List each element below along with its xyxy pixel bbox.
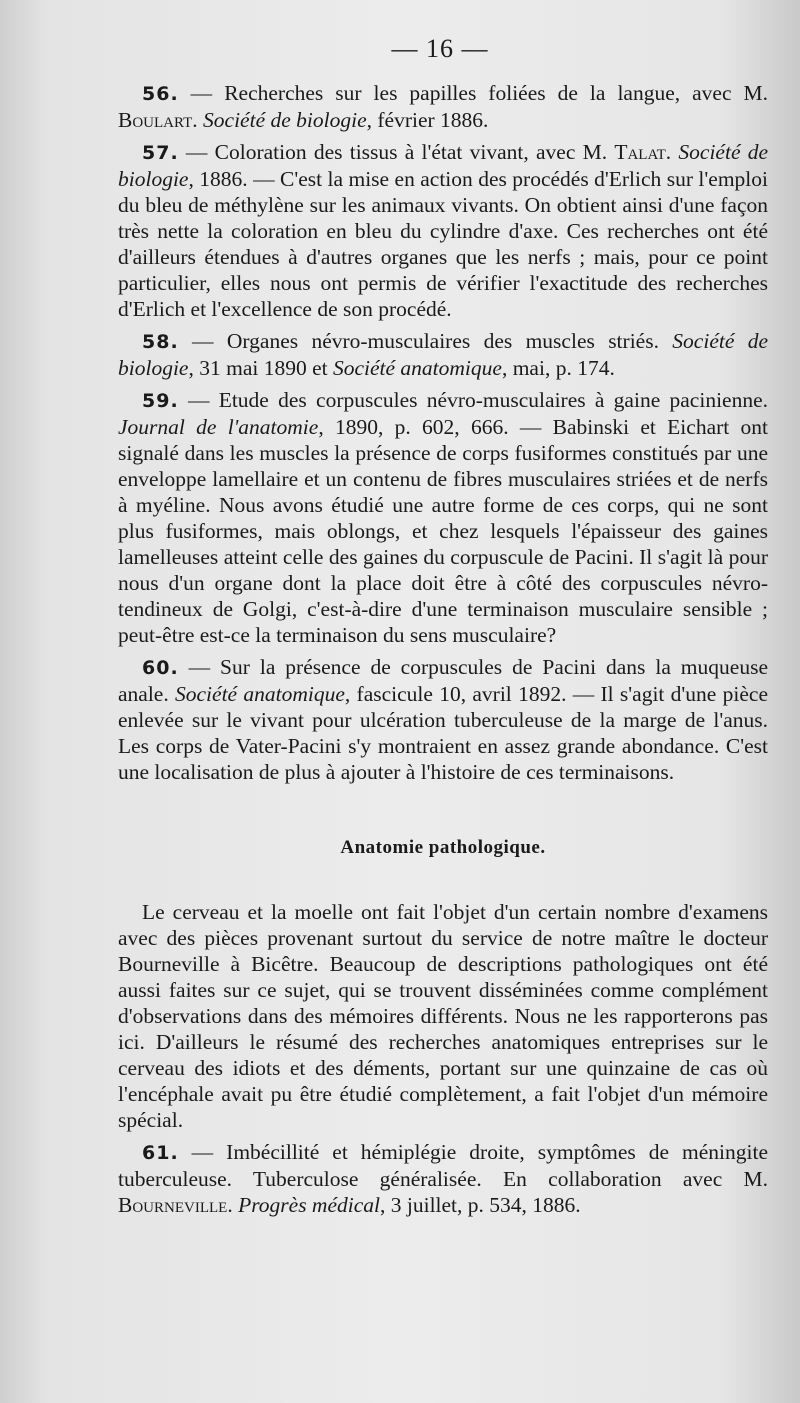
text-block bbox=[118, 80, 768, 1224]
entry-59 bbox=[118, 387, 768, 648]
entry-number: 57. bbox=[142, 142, 179, 164]
entry-dash: — bbox=[178, 1140, 227, 1164]
entry-number: 56. bbox=[142, 83, 179, 105]
entry-61 bbox=[118, 1139, 768, 1218]
entry-text: , 31 mai 1890 et bbox=[188, 356, 333, 380]
entry-56 bbox=[118, 80, 768, 133]
author-name: Talat bbox=[614, 140, 666, 164]
journal-title: Société de biologie bbox=[118, 140, 769, 191]
journal-title: Société de biologie bbox=[118, 329, 769, 380]
entry-text: . bbox=[227, 1193, 239, 1217]
entry-number: 59. bbox=[142, 390, 179, 412]
journal-title: Journal de l'anatomie bbox=[118, 415, 319, 439]
entry-text: Recherches sur les papilles foliées de la langue, avec M. bbox=[224, 81, 768, 105]
entry-dash: — bbox=[178, 81, 225, 105]
entry-text: . bbox=[665, 140, 679, 164]
entry-text: , fascicule 10, avril 1892. — Il s'agit d'une pièce enlevée sur le vivant pour ulcération tuberculeuse de la marge de l'anus. Les corps de Vater-Pacini s'y montraient en assez grande abondance. C'est une localisation de plus à ajouter à l'histoire de ces terminaisons. bbox=[118, 682, 768, 784]
entry-dash: — bbox=[178, 140, 215, 164]
journal-title: Société de biologie bbox=[203, 108, 367, 132]
entry-dash: — bbox=[178, 388, 219, 412]
entry-text: Sur la présence de corpuscules de Pacini dans la muqueuse anale. bbox=[118, 655, 768, 706]
entry-57 bbox=[118, 139, 768, 322]
entry-number: 60. bbox=[142, 657, 179, 679]
entry-text: Imbécillité et hémiplégie droite, symptômes de méningite tuberculeuse. Tuberculose généralisée. En collaboration avec M. bbox=[118, 1140, 768, 1191]
section-paragraph: Le cerveau et la moelle ont fait l'objet d'un certain nombre d'examens avec des pièces provenant surtout du service de notre maître le docteur Bourneville à Bicêtre. Beaucoup de descriptions pathologiques ont été aussi faites sur ce sujet, qui se trouvent disséminées comme complément d'observations dans des mémoires différents. Nous ne les rapporterons pas ici. D'ailleurs le résumé des recherches anatomiques entreprises sur le cerveau des idiots et des déments, portant sur une quinzaine de cas où l'encéphale avait pu être étudié complètement, a fait l'objet d'un mémoire spécial. bbox=[118, 900, 768, 1132]
entry-58 bbox=[118, 328, 768, 381]
entry-text: Organes névro-musculaires des muscles striés. bbox=[226, 329, 673, 353]
entry-text: , 1886. — C'est la mise en action des procédés d'Erlich sur l'emploi du bleu de méthylène sur les animaux vivants. On obtient ainsi d'une façon très nette la coloration en bleu du cylindre d'axe. Ces recherches ont été d'ailleurs étendues à d'autres organes que les nerfs ; mais, pour ce point particulier, elles nous ont permis de vérifier l'exactitude des recherches d'Erlich et l'excellence de son procédé. bbox=[118, 167, 768, 321]
entry-number: 61. bbox=[142, 1142, 179, 1164]
entry-dash: — bbox=[178, 329, 227, 353]
entry-number: 58. bbox=[142, 331, 179, 353]
journal-title: Progrès médical bbox=[238, 1193, 380, 1217]
journal-title: Société anatomique bbox=[175, 682, 345, 706]
entry-text: , mai, p. 174. bbox=[501, 356, 615, 380]
section-title: Anatomie pathologique. bbox=[340, 837, 546, 858]
author-name: Bourneville bbox=[118, 1193, 228, 1217]
author-name: Boulart bbox=[118, 108, 193, 132]
page-number: — 16 — bbox=[391, 34, 489, 63]
entry-text: Coloration des tissus à l'état vivant, avec M. bbox=[214, 140, 615, 164]
entry-dash: — bbox=[178, 655, 221, 679]
entry-text: , 1890, p. 602, 666. — Babinski et Eichart ont signalé dans les muscles la présence de corps fusiformes constitués par une enveloppe lamellaire et un contenu de fibres musculaires striées et de nerfs à myéline. Nous avons étudié une autre forme de ces corps, qui ne sont plus fusiformes, mais oblongs, et chez lesquels l'épaisseur des gaines lamelleuses atteint celle des gaines du corpuscule de Pacini. Il s'agit là pour nous d'un organe dont la place doit être à côté des corpuscules névro-tendineux de Golgi, c'est-à-dire d'une terminaison musculaire sensible ; peut-être est-ce la terminaison du sens musculaire? bbox=[118, 415, 768, 647]
entry-text: , 3 juillet, p. 534, 1886. bbox=[380, 1193, 581, 1217]
journal-title: Société anatomique bbox=[332, 356, 502, 380]
entry-60 bbox=[118, 654, 768, 785]
entry-text: , février 1886. bbox=[366, 108, 489, 132]
entry-text: . bbox=[192, 108, 204, 132]
entry-text: Etude des corpuscules névro-musculaires à gaine pacinienne. bbox=[218, 388, 768, 412]
